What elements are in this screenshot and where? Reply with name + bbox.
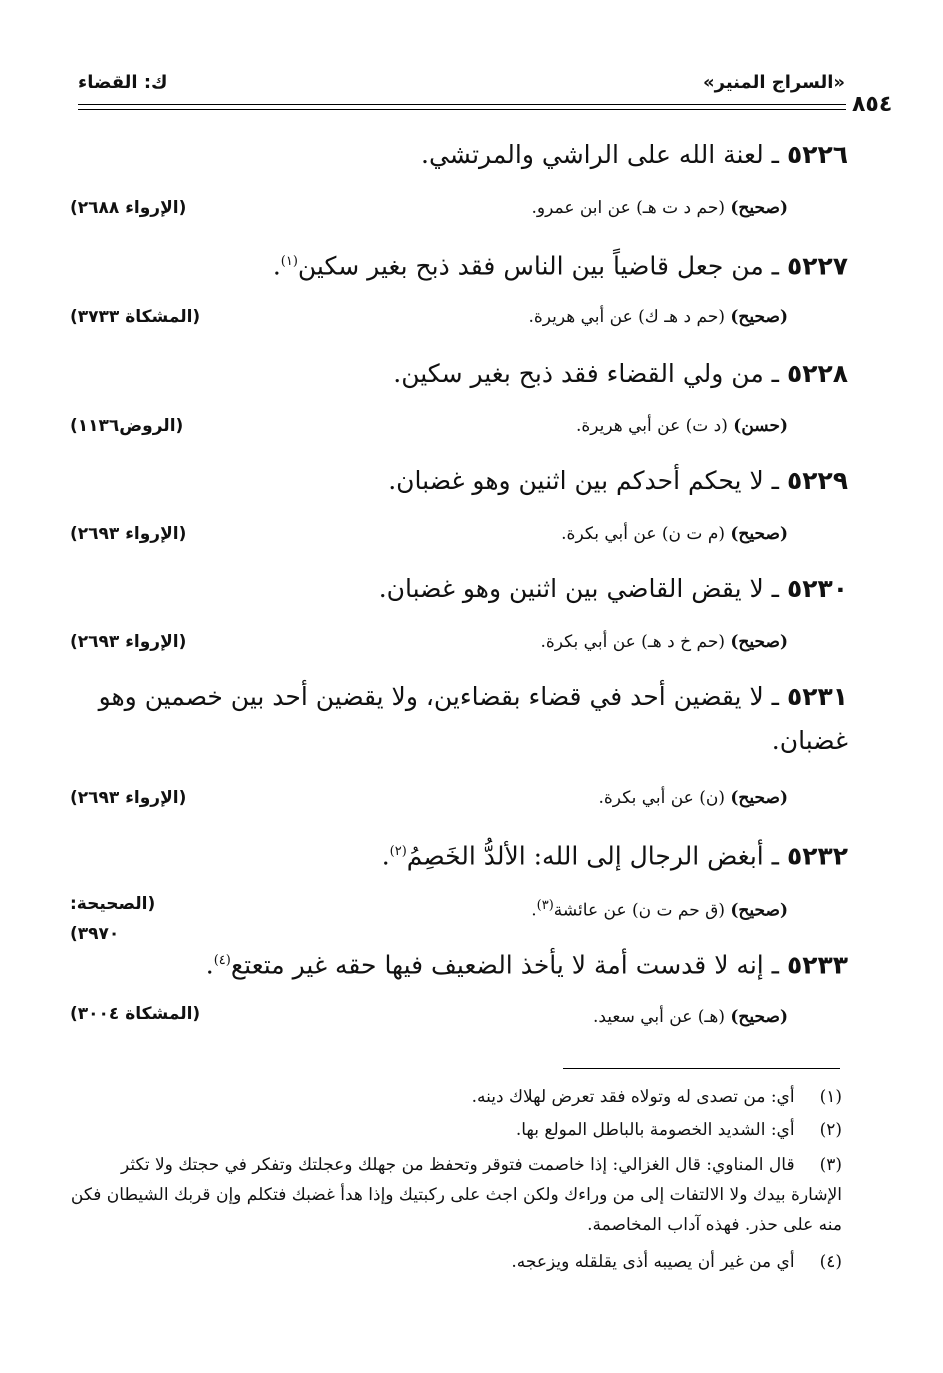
grade-label: (صحيح) — [730, 198, 788, 218]
source-text: (هـ) عن أبي سعيد. — [592, 1007, 725, 1027]
grade-label: (صحيح) — [730, 307, 788, 327]
hadith-text — [70, 240, 848, 288]
reference-citation: (الإرواء ٢٦٩٣) — [70, 524, 187, 544]
hadith-text — [70, 352, 848, 396]
hadith-body: ـ من ولي القضاء فقد ذبح بغير سكين. — [393, 359, 779, 388]
reference-citation: (الإرواء ٢٦٨٨) — [70, 198, 187, 218]
hadith-text — [70, 133, 848, 177]
footnote-text: أي من غير أن يصيبه أذى يقلقله ويزعجه. — [511, 1252, 795, 1272]
grade-label: (صحيح) — [730, 788, 788, 808]
page-number: ٨٥٤ — [852, 92, 893, 117]
hadith-grading — [380, 627, 788, 657]
hadith-body: ـ لا يقضين أحد في قضاء بقضاءين، ولا يقضين أحد بين خصمين وهو غضبان. — [98, 682, 848, 755]
hadith-grading — [380, 302, 788, 332]
book-title: «السراج المنير» — [703, 72, 845, 93]
hadith-body: ـ لا يقض القاضي بين اثنين وهو غضبان. — [378, 574, 779, 603]
reference-citation: (المشكاة ٣٧٣٣) — [70, 307, 201, 327]
hadith-grading — [380, 519, 788, 549]
hadith-number: ٥٢٣٢ — [786, 841, 848, 871]
footnote — [70, 1247, 842, 1277]
hadith-body: ـ من جعل قاضياً بين الناس فقد ذبح بغير سكين — [297, 251, 779, 281]
hadith-body: ـ لعنة الله على الراشي والمرتشي. — [421, 140, 779, 169]
footnote-number: (٤) — [819, 1252, 842, 1272]
chapter-title: ك: القضاء — [78, 72, 168, 93]
hadith-text — [70, 675, 848, 763]
header-rule-top — [78, 104, 846, 105]
footnote-number: (٣) — [819, 1155, 842, 1175]
footnote-marker: (١) — [280, 254, 298, 269]
footnote-marker: (٤) — [213, 953, 231, 968]
hadith-body: ـ إنه لا قدست أمة لا يأخذ الضعيف فيها حقه غير متعتع — [230, 950, 779, 980]
reference-citation: (الروض١١٣٦) — [70, 416, 184, 436]
header-rule-bottom — [78, 109, 846, 110]
hadith-number: ٥٢٣٣ — [786, 950, 848, 980]
footnote — [70, 1150, 842, 1240]
hadith-number: ٥٢٣١ — [786, 682, 848, 711]
source-text: (حم د هـ ك) عن أبي هريرة. — [528, 307, 725, 327]
hadith-text — [70, 567, 848, 611]
source-text: (د ت) عن أبي هريرة. — [575, 416, 728, 436]
hadith-number: ٥٢٣٠ — [786, 574, 848, 603]
hadith-number: ٥٢٢٦ — [786, 140, 848, 169]
source-text: (ن) عن أبي بكرة. — [598, 788, 725, 808]
footnote-number: (٢) — [819, 1120, 842, 1140]
hadith-body: ـ أبغض الرجال إلى الله: الألدُّ الخَصِمُ — [406, 841, 779, 871]
source-text: (حم د ت هـ) عن ابن عمرو. — [531, 198, 725, 218]
grade-label: (صحيح) — [730, 632, 788, 652]
reference-citation: (الإرواء ٢٦٩٣) — [70, 632, 187, 652]
source-text: (حم خ د هـ) عن أبي بكرة. — [540, 632, 725, 652]
source-text: (م ت ن) عن أبي بكرة. — [561, 524, 725, 544]
hadith-grading — [380, 783, 788, 813]
hadith-number: ٥٢٢٩ — [786, 466, 848, 495]
hadith-grading — [380, 411, 788, 441]
footnote-marker: (٢) — [389, 844, 407, 859]
hadith-text — [70, 459, 848, 503]
source-tail: . — [531, 900, 537, 921]
hadith-tail: . — [205, 950, 214, 980]
grade-label: (صحيح) — [730, 524, 788, 544]
footnote-text: أي: من تصدى له وتولاه فقد تعرض لهلاك دينه. — [471, 1087, 795, 1107]
reference-citation: (المشكاة ٣٠٠٤) — [70, 1004, 201, 1024]
footnote-text: أي: الشديد الخصومة بالباطل المولع بها. — [515, 1120, 795, 1140]
footnote-separator — [563, 1068, 840, 1069]
hadith-text — [70, 830, 848, 878]
footnote — [70, 1115, 842, 1145]
footnote — [70, 1082, 842, 1112]
footnote-text: قال المناوي: قال الغزالي: إذا خاصمت فتوقر وتحفظ من جهلك وعجلتك وتفكر في حجتك ولا تكثر الإشارة بيدك ولا الالتفات إلى من وراءك ولكن اجث على ركبتيك وإذا هدأ غضبك فتكلم وإن قربك الشيطان فكن منه على حذر. فهذه آداب المخاصمة. — [70, 1155, 842, 1235]
hadith-tail: . — [272, 251, 281, 281]
source-text: (ق حم ت ن) عن عائشة — [553, 900, 725, 921]
footnote-number: (١) — [819, 1087, 842, 1107]
grade-label: (صحيح) — [730, 1007, 788, 1027]
hadith-body: ـ لا يحكم أحدكم بين اثنين وهو غضبان. — [388, 466, 779, 495]
hadith-number: ٥٢٢٨ — [786, 359, 848, 388]
hadith-grading — [380, 891, 788, 921]
footnote-marker: (٣) — [536, 898, 554, 913]
grade-label: (حسن) — [733, 416, 788, 436]
hadith-tail: . — [381, 841, 390, 871]
hadith-text — [70, 939, 848, 987]
hadith-number: ٥٢٢٧ — [786, 251, 848, 281]
hadith-grading — [380, 1002, 788, 1032]
reference-citation: (الصحيحة: ٣٩٧٠) — [70, 894, 156, 944]
hadith-grading — [380, 193, 788, 223]
grade-label: (صحيح) — [730, 900, 788, 921]
reference-citation: (الإرواء ٢٦٩٣) — [70, 788, 187, 808]
